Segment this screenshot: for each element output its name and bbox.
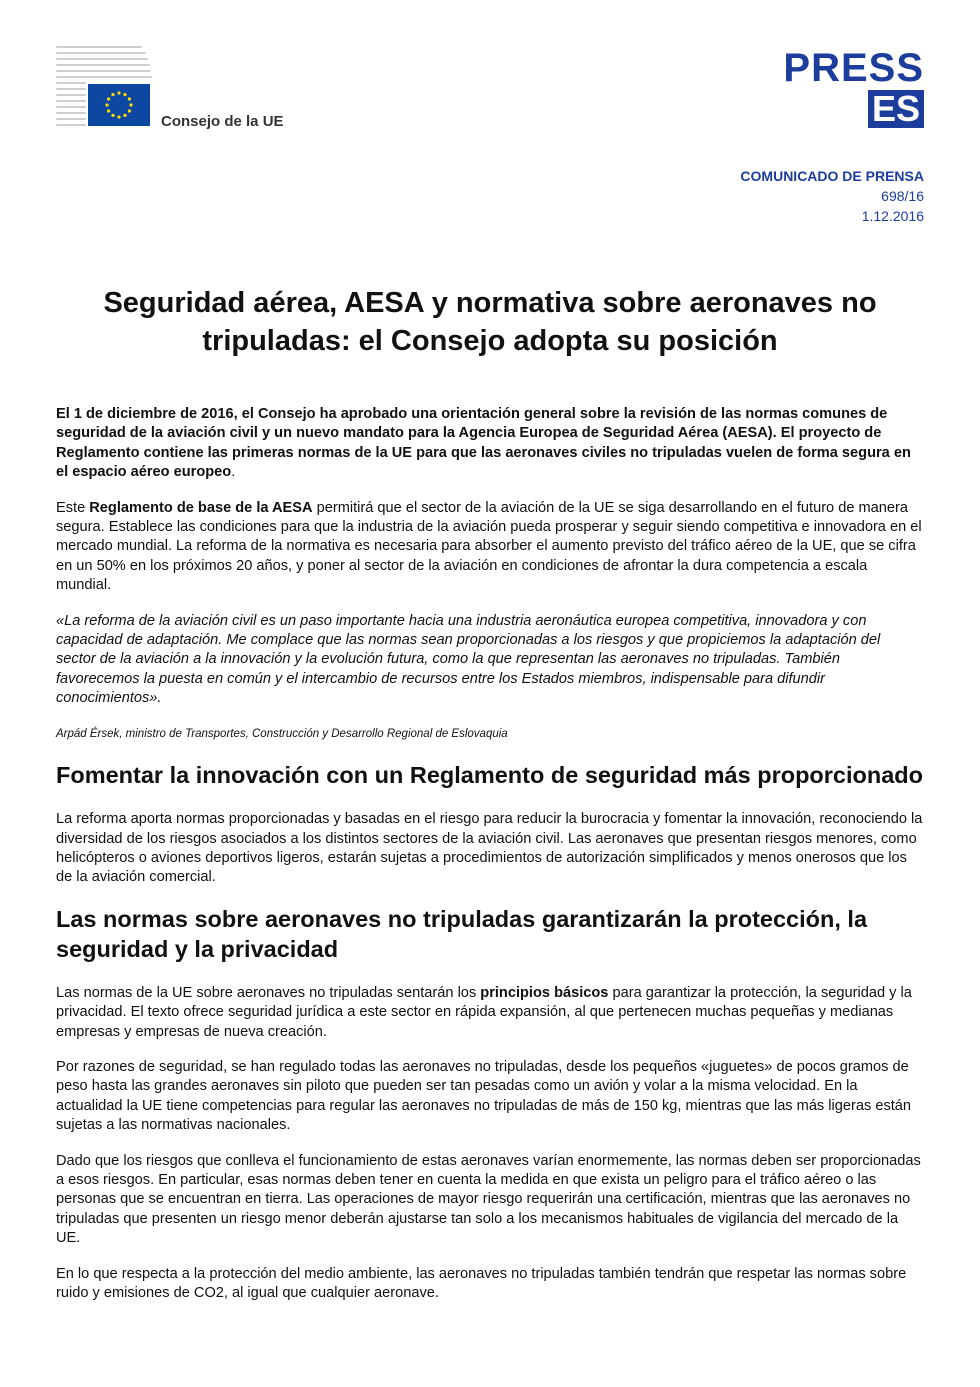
eu-flag-icon	[88, 84, 150, 126]
para1-pre: Este	[56, 499, 90, 516]
lead-paragraph	[56, 405, 924, 483]
minister-quote: «La reforma de la aviación civil es un paso importante hacia una industria aeronáutica europea competitiva, innovadora y con capacidad de adaptación. Me complace que las normas sean proporcionadas a los riesgos y que propiciemos la adaptación del sector de la aviación a la innovación y la evolución futura, como la que representan las aeronaves no tripuladas. También favorecemos la puesta en común y el intercambio de recursos entre los Estados miembros, indispensable para difundir conocimientos».	[56, 612, 881, 707]
release-type: COMUNICADO DE PRENSA	[740, 168, 924, 184]
release-date: 1.12.2016	[861, 208, 924, 224]
lead-end: .	[231, 464, 236, 481]
eu-stars-graphic	[88, 84, 150, 126]
drones-p1-pre: Las normas de la UE sobre aeronaves no tripuladas sentarán los	[56, 984, 481, 1001]
para1-bold: Reglamento de base de la AESA	[89, 499, 313, 516]
drones-paragraph-2: Por razones de seguridad, se han regulado todas las aeronaves no tripuladas, desde los pequeños «juguetes» de pocos gramos de peso hasta las grandes aeronaves sin piloto que pueden ser tan pesadas como un avión y volar a la misma velocidad. En la actualidad la UE tiene competencias para regular las aeronaves no tripuladas de más de 150 kg, mientras que las más ligeras están sujetas a las normativas nacionales.	[56, 1058, 912, 1134]
press-logo	[783, 46, 924, 129]
para1-post: permitirá que el sector de la aviación de la UE se siga desarrollando en el futuro de manera segura. Establece las condiciones para que la industria de la aviación pueda prosperar y seguir siendo competitiva e innovadora en el mercado mundial. La reforma de la normativa es necesaria para absorber el aumento previsto del tráfico aéreo de la UE, que se cifra en un 50% en los próximos 20 años, y poner al sector de la aviación en condiciones de afrontar la dura competencia a escala mundial.	[56, 499, 922, 594]
council-logo	[56, 44, 156, 130]
quote-author: Arpád Érsek, ministro de Transportes, Construcción y Desarrollo Regional de Eslovaquia	[56, 727, 508, 740]
drones-paragraph-1	[56, 984, 924, 1042]
release-info	[740, 166, 924, 226]
drones-paragraph-3: Dado que los riesgos que conlleva el funcionamiento de estas aeronaves varían enormemente, las normas deben ser proporcionadas a esos riesgos. En particular, esas normas deben tener en cuenta la medida en que exista un peligro para el tráfico aéreo o las personas que se encuentran en tierra. Las operaciones de mayor riesgo requerirán una certificación, mientras que las aeronaves no tripuladas que presenten un riesgo menor deberán ajustarse tan solo a los mecanismos habituales de vigilancia del mercado de la UE.	[56, 1152, 921, 1247]
press-word: PRESS	[783, 46, 924, 90]
press-language-badge: ES	[868, 90, 924, 128]
article-body	[56, 405, 924, 1319]
drones-p1-post: para garantizar la protección, la seguridad y la privacidad. El texto ofrece seguridad jurídica a este sector en rápida expansión, al que pertenecen muchas pequeñas y medianas empresas y empresas de nueva creación.	[56, 984, 912, 1040]
section-heading-drones: Las normas sobre aeronaves no tripuladas garantizarán la protección, la seguridad y la privacidad	[56, 905, 868, 962]
section-text-innovation: La reforma aporta normas proporcionadas y basadas en el riesgo para reducir la burocracia y fomentar la innovación, reconociendo la diversidad de los riesgos asociados a los distintos sectores de la aviación civil. Las aeronaves que presentan riesgos menores, como helicópteros o aviones deportivos ligeros, estarán sujetas a procedimientos de autorización simplificados y menos onerosos que los de la aviación comercial.	[56, 811, 923, 886]
section-heading-innovation: Fomentar la innovación con un Reglamento de seguridad más proporcionado	[56, 762, 924, 789]
drones-p1-bold: principios básicos	[480, 984, 609, 1001]
organization-name: Consejo de la UE	[161, 113, 284, 130]
release-number: 698/16	[881, 188, 924, 204]
lead-text: El 1 de diciembre de 2016, el Consejo ha aprobado una orientación general sobre la revisión de las normas comunes de seguridad de la aviación civil y un nuevo mandato para la Agencia Europea de Seguridad Aérea (AESA). El proyecto de Reglamento contiene las primeras normas de la UE para que las aeronaves civiles no tripuladas vuelen de forma segura en el espacio aéreo europeo	[56, 406, 911, 481]
drones-paragraph-4: En lo que respecta a la protección del medio ambiente, las aeronaves no tripuladas también tendrán que respetar las normas sobre ruido y emisiones de CO2, al igual que cualquier aeronave.	[56, 1265, 907, 1301]
paragraph-regulation	[56, 499, 924, 596]
page-title: Seguridad aérea, AESA y normativa sobre aeronaves no tripuladas: el Consejo adopta su posición	[103, 287, 877, 357]
